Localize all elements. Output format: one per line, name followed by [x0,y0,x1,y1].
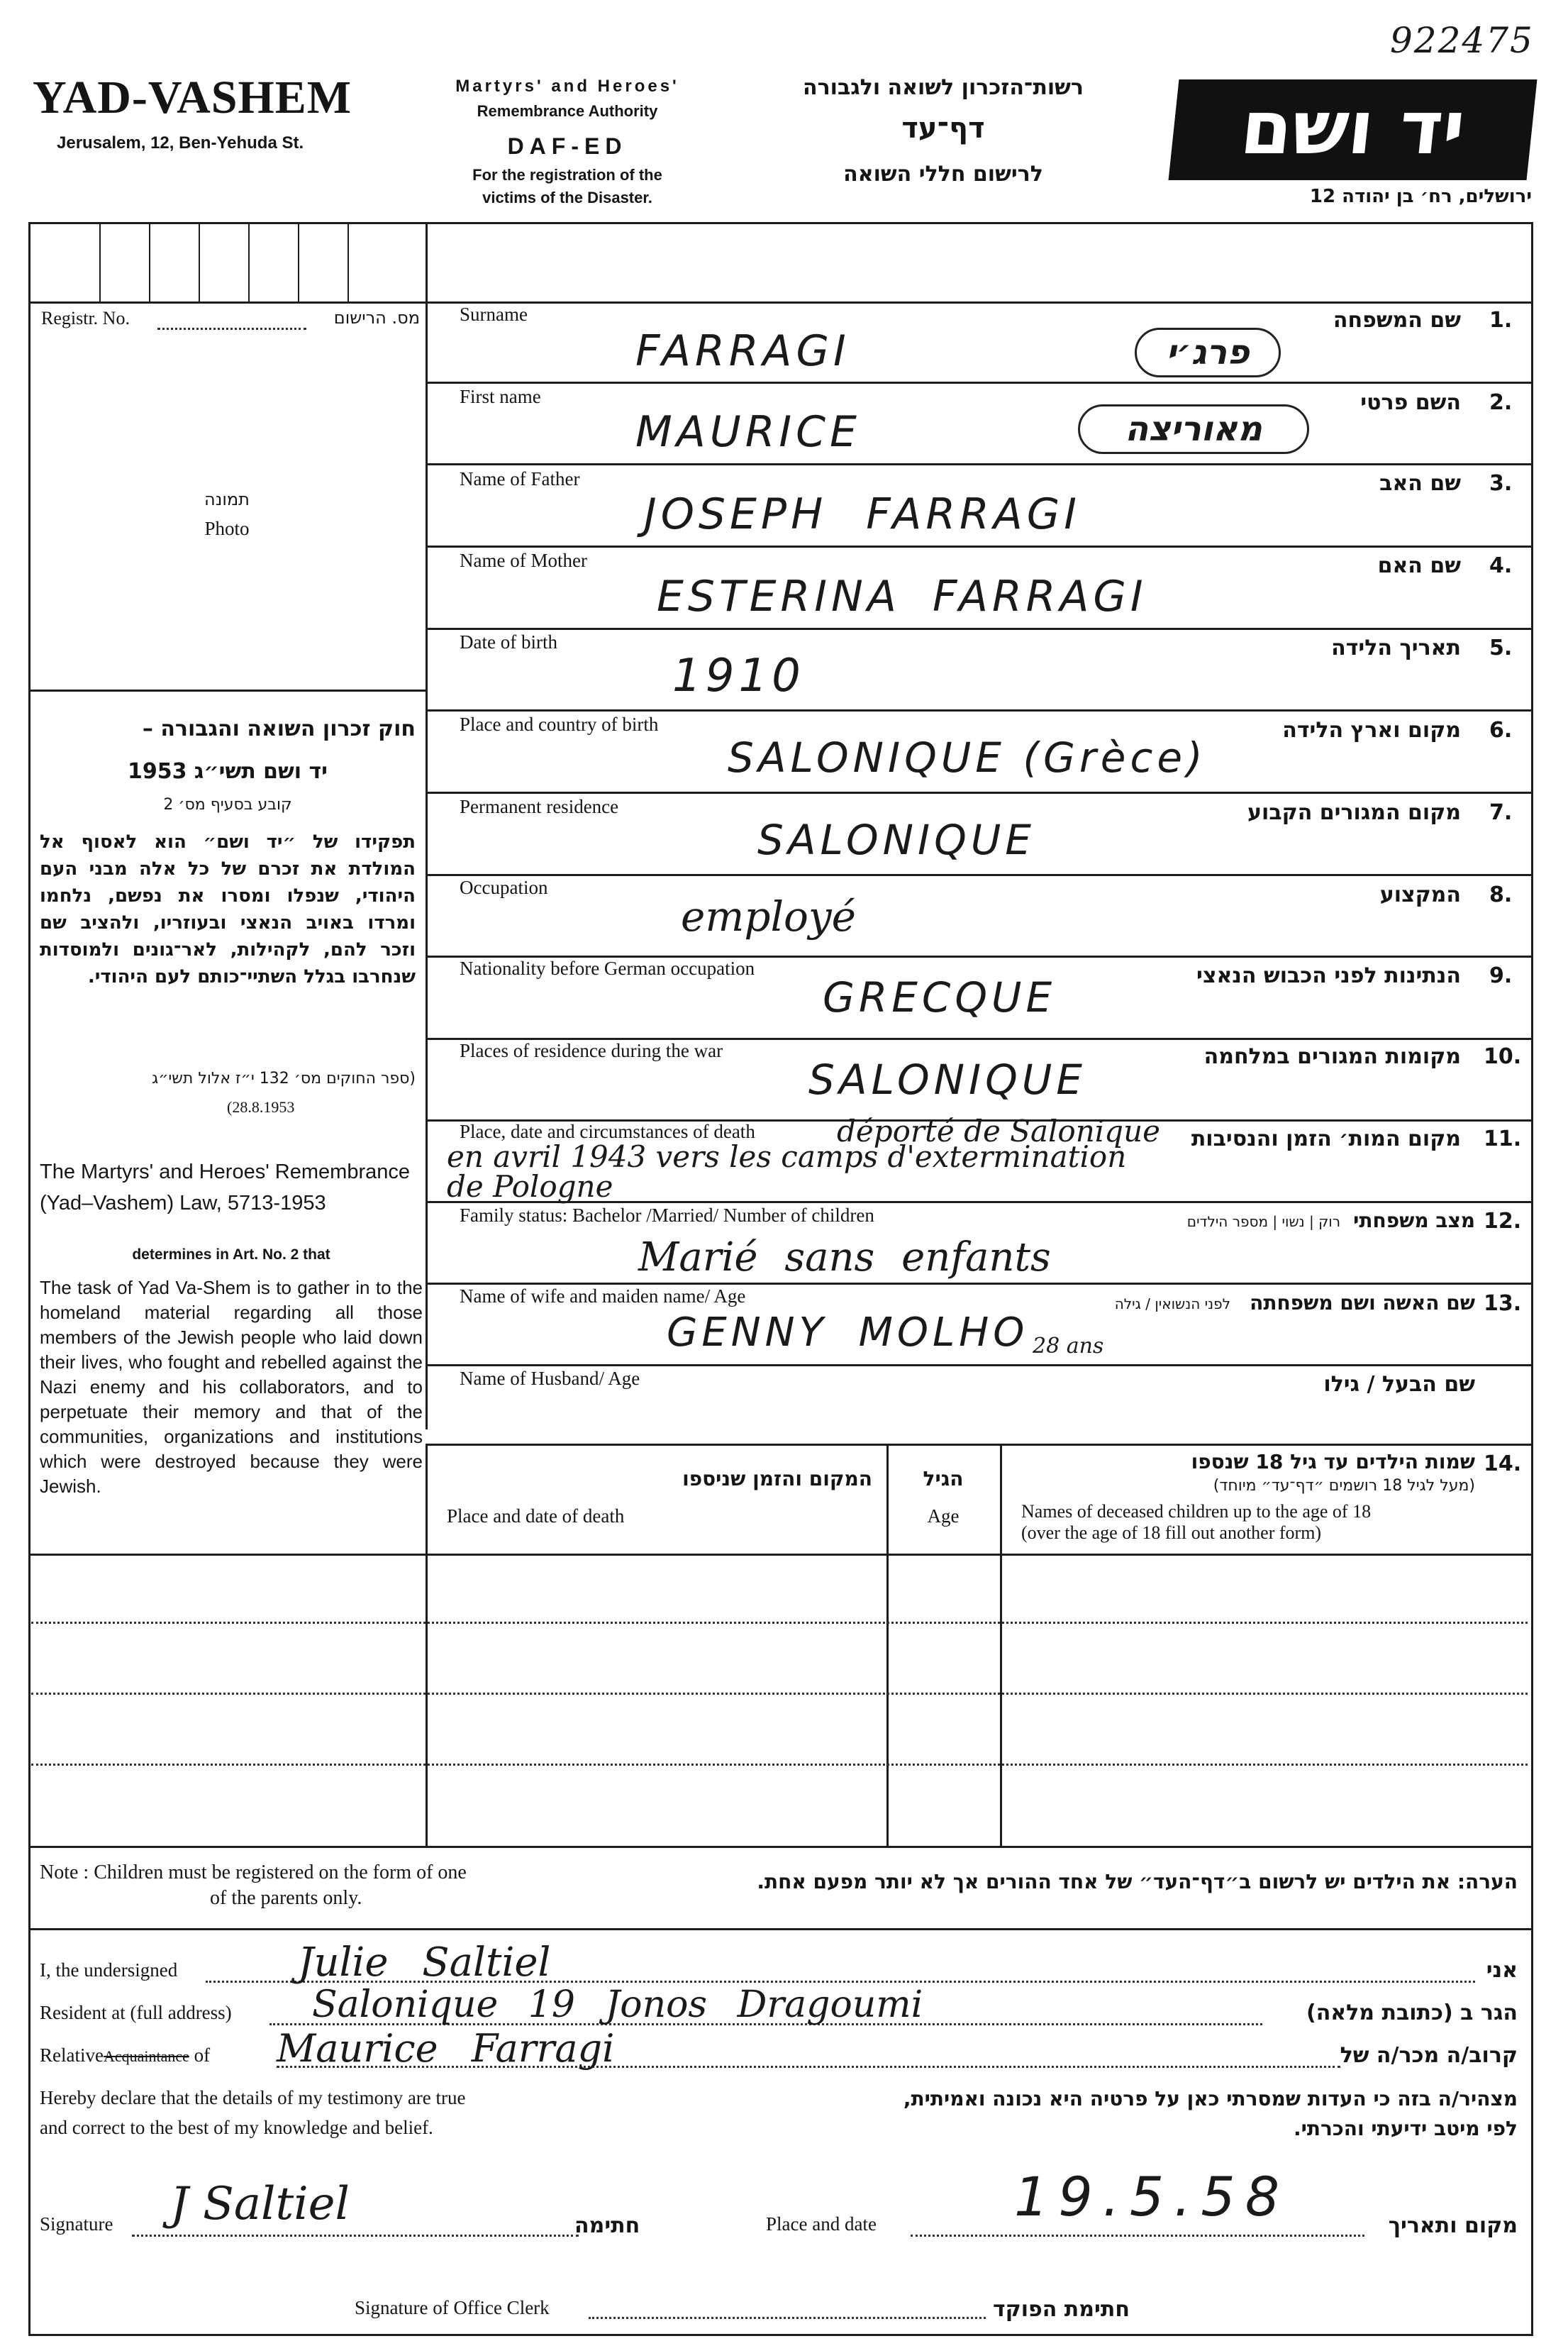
first-name-hebrew-annotation: מאוריצה [1078,404,1309,454]
children-note-he: (מעל לגיל 18 רושמים ״דף־עד״ מיוחד) [1213,1477,1475,1495]
field-death-value-1[interactable]: déporté de Salonique [837,1114,1160,1149]
children-number: 14. [1484,1451,1522,1476]
field-wife-label-he: שם האשה ושם משפחתה [1250,1291,1475,1315]
undersigned-value[interactable]: Julie Saltiel [298,1939,551,1986]
field-birth-date-label-he: תאריך הלידה [1331,636,1461,660]
children-place-he: המקום והזמן שניספו [682,1467,872,1490]
field-family-status-value[interactable]: Marié sans enfants [638,1234,1051,1280]
field-birth-date-value[interactable]: 1910 [672,650,805,702]
field-birth-place-value[interactable]: SALONIQUE (Grèce) [728,734,1207,782]
field-mother-value[interactable]: ESTERINA FARRAGI [657,572,1147,621]
office-clerk-label: Signature of Office Clerk [355,2297,550,2318]
field-first-name-number: 2. [1489,390,1513,415]
photo-label-he: תמונה [204,489,250,509]
field-residence-value[interactable]: SALONIQUE [757,816,1035,864]
law-date-he: (28.8.1953 [227,1098,295,1116]
field-husband-label: Name of Husband/ Age [460,1368,640,1389]
field-first-name-label-he: השם פרטי [1360,390,1461,415]
left-column-divider [426,301,428,1429]
org-address-en: Jerusalem, 12, Ben-Yehuda St. [57,133,304,153]
signature-label: Signature [40,2213,113,2235]
resident-value[interactable]: Salonique 19 Jonos Dragoumi [312,1983,923,2026]
children-title-en-2: (over the age of 18 fill out another form) [1021,1522,1322,1543]
children-age-en: Age [927,1505,960,1527]
resident-label-he: הגר ב (כתובת מלאה) [1306,2000,1518,2025]
signature-value[interactable]: J Saltiel [170,2178,350,2230]
field-occupation-label-he: המקצוע [1379,882,1461,907]
field-surname-label-he: שם המשפחה [1333,308,1461,333]
note-en-1: Note : Children must be registered on the form of one [40,1861,467,1883]
field-birth-place-label-he: מקום וארץ הלידה [1282,718,1461,743]
field-surname-label: Surname [460,304,528,325]
place-date-value[interactable]: 19.5.58 [1014,2165,1290,2228]
field-father-value[interactable]: JOSEPH FARRAGI [644,489,1081,539]
field-war-residence-label-he: מקומות המגורים במלחמה [1203,1044,1461,1069]
registration-boxes [28,222,428,301]
resident-label: Resident at (full address) [40,2002,232,2023]
relative-label [40,2044,210,2066]
field-mother-label-he: שם האם [1377,553,1461,578]
field-death-value-2[interactable]: en avril 1943 vers les camps d'extermination [447,1139,1127,1174]
undersigned-label-he: אני [1486,1958,1518,1983]
registr-no-label: Registr. No. [41,308,130,328]
authority-en-2: Remembrance Authority [477,102,658,120]
field-birth-place-label: Place and country of birth [460,714,659,735]
law-text-en: The task of Yad Va-Shem is to gather in to the homeland material regarding all those members of the Jewish people who laid down their lives, who fought and rebelled against the Nazi enemy and his collaborators, and to perpetuate their memory and that of the communities, organizations and institutions which were destroyed because they were Jewish. [40,1277,423,1497]
registration-row-bottom [28,301,1533,304]
field-occupation-number: 8. [1489,882,1513,907]
relative-label-text: Relative [40,2044,104,2066]
file-number: 922475 [1390,20,1534,61]
logo-box [1169,79,1538,180]
field-mother-label: Name of Mother [460,550,587,571]
law-sub-he: קובע בסעיף מס׳ 2 [163,796,292,814]
children-age-he: הגיל [923,1467,964,1490]
field-war-residence-value[interactable]: SALONIQUE [808,1056,1086,1104]
law-text-he: תפקידו של ״יד ושם״ הוא לאסוף אל המולדת את זכרם של כל אלה מבני העם היהודי, שנפלו ומסרו את נפשם, נלחמו ומרדו באויב הנאצי ובעוזריו, ולהציב שם וזכר להם, לקהילות, לאר־גונים ולמוסדות שנחרבו בגלל השתיי־כותם לעם היהודי. [40,831,416,987]
field-surname-number: 1. [1489,308,1513,333]
org-name-en: YAD-VASHEM [33,72,352,123]
form-name-en: DAF-ED [507,133,628,159]
office-clerk-label-he: חתימת הפוקד [993,2297,1130,2322]
note-he: הערה: את הילדים יש לרשום ב״דף־העד״ של אחד ההורים אך לא יותר מפעם אחת. [757,1870,1518,1893]
relative-value[interactable]: Maurice Farragi [277,2026,615,2071]
field-mother-number: 4. [1489,553,1513,578]
field-wife-value[interactable]: GENNY MOLHO [667,1310,1029,1356]
field-birth-date-label: Date of birth [460,631,557,653]
field-wife-label: Name of wife and maiden name/ Age [460,1285,746,1307]
registr-no-line [157,328,306,330]
law-determines-en: determines in Art. No. 2 that [132,1246,330,1263]
logo-text-he: יד ושם [1236,84,1469,171]
form-name-he: דף־עד [901,112,985,145]
hereby-en-2: and correct to the best of my knowledge and belief. [40,2117,433,2138]
field-husband-label-he: שם הבעל / גילו [1323,1372,1475,1397]
authority-en-1: Martyrs' and Heroes' [455,77,679,96]
field-war-residence-label: Places of residence during the war [460,1040,723,1061]
surname-hebrew-annotation: פרג׳י [1135,328,1281,377]
field-father-label-he: שם האב [1379,471,1461,496]
field-family-status-sub-he: רוק | נשוי | מספר הילדים [1186,1213,1340,1230]
hereby-en-1: Hereby declare that the details of my testimony are true [40,2087,466,2108]
field-residence-label-he: מקום המגורים הקבוע [1247,800,1461,825]
frame-right [1531,222,1533,2336]
field-wife-number: 13. [1484,1291,1522,1316]
registr-no-label-he: מס. הרישום [333,308,420,328]
field-father-label: Name of Father [460,468,580,489]
field-father-number: 3. [1489,471,1513,496]
field-family-status-label: Family status: Bachelor /Married/ Number of children [460,1205,874,1226]
place-date-label: Place and date [766,2213,877,2235]
photo-label-en: Photo [204,518,250,539]
field-surname-value[interactable]: FARRAGI [635,326,850,376]
purpose-en-1: For the registration of the [472,166,662,184]
relative-label-he: קרוב/ה מכר/ה של [1340,2043,1518,2068]
place-date-label-he: מקום ותאריך [1388,2213,1518,2238]
field-nationality-value[interactable]: GRECQUE [823,973,1057,1022]
field-family-status-number: 12. [1484,1209,1522,1234]
field-death-label: Place, date and circumstances of death [460,1121,755,1142]
field-family-status-label-he: מצב משפחתי [1353,1209,1475,1232]
field-first-name-value[interactable]: MAURICE [635,407,861,457]
address-he: ירושלים, רח׳ בן יהודה 12 [1309,186,1532,207]
purpose-he: לרישום חללי השואה [843,162,1043,187]
field-occupation-label: Occupation [460,877,548,898]
field-birth-place-number: 6. [1489,718,1513,743]
children-title-he: שמות הילדים עד גיל 18 שנספו [1191,1450,1475,1473]
field-nationality-number: 9. [1489,963,1513,988]
field-death-value-3[interactable]: de Pologne [447,1169,613,1204]
field-wife-sub-he: לפני הנשואין / גילה [1114,1295,1230,1312]
field-wife-age-value[interactable]: 28 ans [1033,1334,1104,1358]
authority-he: רשות־הזכרון לשואה ולגבורה [803,75,1084,100]
signature-label-he: חתימה [574,2213,640,2238]
field-nationality-label-he: הנתינות לפני הכבוש הנאצי [1196,963,1461,988]
field-residence-label: Permanent residence [460,796,619,817]
undersigned-label: I, the undersigned [40,1959,178,1981]
children-place-en: Place and date of death [447,1505,625,1527]
relative-of: of [194,2044,211,2066]
purpose-en-2: victims of the Disaster. [482,189,652,206]
frame-bottom [28,2334,1533,2336]
field-first-name-label: First name [460,386,541,407]
law-ref-he: (ספר החוקים מס׳ 132 י״ז אלול תשי״ג [152,1070,416,1088]
field-residence-number: 7. [1489,800,1513,825]
hereby-he-2: לפי מיטב ידיעתי והכרתי. [1294,2117,1518,2140]
photo-box-bottom [28,690,427,692]
field-occupation-value[interactable]: employé [681,892,857,941]
acquaintance-struck: Acquaintance [103,2047,189,2065]
children-title-en-1: Names of deceased children up to the age of 18 [1021,1501,1372,1522]
law-name-he: יד ושם תשי״ג 1953 [127,759,328,784]
field-death-number: 11. [1484,1127,1522,1151]
hereby-he-1: מצהיר/ה בזה כי העדות שמסרתי כאן על פרטיה היא נכונה ואמיתית, [903,2087,1518,2110]
field-death-label-he: מקום המות׳ הזמן והנסיבות [1191,1127,1461,1151]
field-nationality-label: Nationality before German occupation [460,958,755,979]
field-birth-date-number: 5. [1489,636,1513,660]
law-title-en: The Martyrs' and Heroes' Remembrance (Yad–Vashem) Law, 5713-1953 [40,1161,410,1214]
field-war-residence-number: 10. [1484,1044,1522,1069]
law-title-he: חוק זכרון השואה והגבורה – [142,716,416,741]
note-en-2: of the parents only. [210,1887,362,1909]
